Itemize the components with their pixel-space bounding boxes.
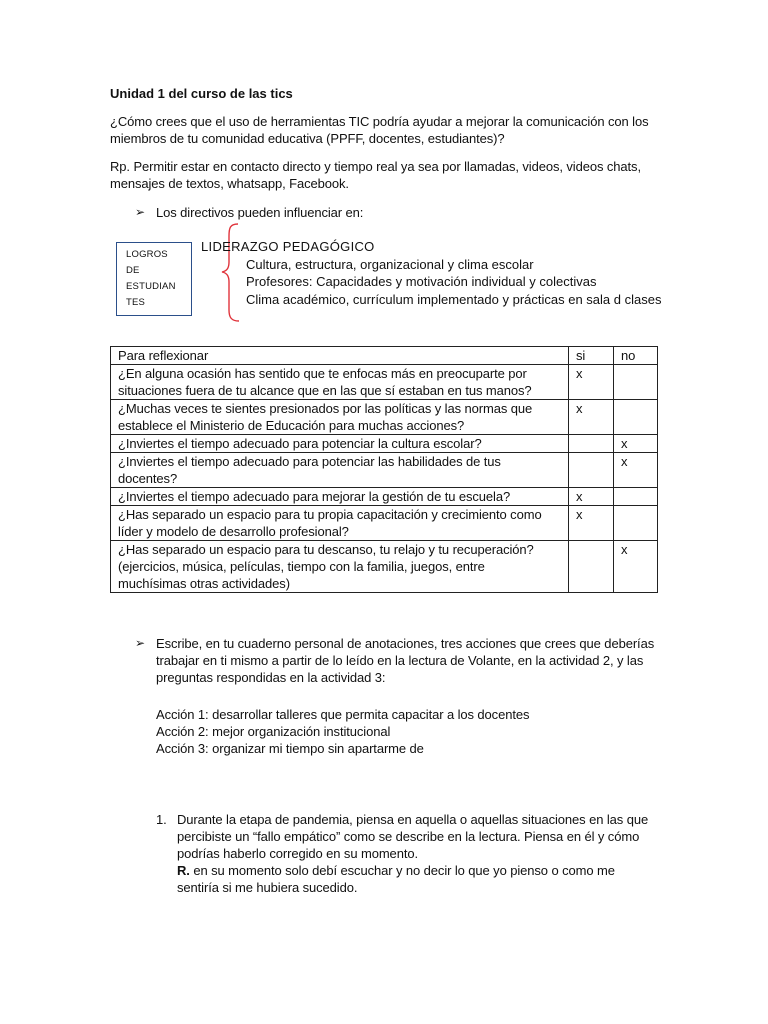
question-cell (111, 453, 569, 488)
si-cell: x (569, 400, 614, 435)
numbered-text (177, 811, 677, 896)
accion-item: Acción 1: desarrollar talleres que permita capacitar a los docentes (156, 707, 530, 722)
answer-line: Rp. Permitir estar en contacto directo y tiempo real ya sea por llamadas, videos, videos chats, (110, 159, 641, 174)
cell-line: ¿Has separado un espacio para tu descanso, tu relajo y tu recuperación? (118, 542, 534, 557)
table-row (111, 506, 658, 541)
no-cell (614, 506, 658, 541)
cell-line: ¿Inviertes el tiempo adecuado para potenciar las habilidades de tus (118, 454, 501, 469)
numbered-answer-line: sentiría si me hubiera sucedido. (177, 880, 358, 895)
numbered-line: Durante la etapa de pandemia, piensa en aquella o aquellas situaciones en las que (177, 812, 649, 827)
cell-line: ¿Muchas veces te sientes presionados por las políticas y las normas que (118, 401, 533, 416)
si-cell: x (569, 365, 614, 400)
table-row (111, 453, 658, 488)
answer-paragraph (110, 158, 670, 192)
liderazgo-item: Cultura, estructura, organizacional y clima escolar (246, 257, 534, 272)
question-cell (111, 541, 569, 593)
reflection-table (110, 346, 658, 593)
cell-line: (ejercicios, música, películas, tiempo con la familia, juegos, entre (118, 559, 485, 574)
cell-line: situaciones fuera de tu alcance que en las que sí estaban en tus manos? (118, 383, 532, 398)
document-title: Unidad 1 del curso de las tics (110, 86, 293, 101)
liderazgo-item: Profesores: Capacidades y motivación individual y colectivas (246, 274, 597, 289)
cell-line: establece el Ministerio de Educación para muchas acciones? (118, 418, 465, 433)
cell-line: muchísimas otras actividades) (118, 576, 290, 591)
cell-line: ¿Has separado un espacio para tu propia capacitación y crecimiento como (118, 507, 542, 522)
cell-line: ¿Inviertes el tiempo adecuado para potenciar la cultura escolar? (118, 436, 482, 451)
acciones-list (156, 706, 529, 757)
numbered-line: percibiste un “fallo empático” como se describe en la lectura. Piensa en él y cómo (177, 829, 640, 844)
si-cell: x (569, 488, 614, 506)
table-row (111, 365, 658, 400)
si-cell (569, 541, 614, 593)
si-cell (569, 453, 614, 488)
cell-line: ¿Inviertes el tiempo adecuado para mejorar la gestión de tu escuela? (118, 489, 511, 504)
accion-item: Acción 3: organizar mi tiempo sin apartarme de (156, 741, 424, 756)
question-cell (111, 488, 569, 506)
table-row (111, 435, 658, 453)
table-row (111, 488, 658, 506)
liderazgo-heading: LIDERAZGO PEDAGÓGICO (201, 239, 375, 254)
curly-brace-icon (220, 222, 250, 324)
question-line: ¿Cómo crees que el uso de herramientas TIC podría ayudar a mejorar la comunicación con los (110, 114, 649, 129)
escribe-line: Escribe, en tu cuaderno personal de anotaciones, tres acciones que crees que deberías (156, 636, 655, 651)
table-row (111, 400, 658, 435)
escribe-text (156, 635, 676, 686)
cell-line: ¿En alguna ocasión has sentido que te enfocas más en preocuparte por (118, 366, 527, 381)
no-cell: x (614, 453, 658, 488)
item-number: 1. (156, 812, 167, 827)
answer-line: mensajes de textos, whatsapp, Facebook. (110, 176, 349, 191)
no-cell: x (614, 435, 658, 453)
no-cell (614, 365, 658, 400)
accion-item: Acción 2: mejor organización institucional (156, 724, 391, 739)
liderazgo-item: Clima académico, currículum implementado y prácticas en sala d clases (246, 292, 662, 307)
escribe-line: trabajar en ti mismo a partir de lo leído en la lectura de Volante, en la actividad 2, y las (156, 653, 644, 668)
si-cell (569, 435, 614, 453)
cell-line: líder y modelo de desarrollo profesional? (118, 524, 349, 539)
answer-label: R. (177, 863, 190, 878)
table-header-row (111, 347, 658, 365)
answer-text: en su momento solo debí escuchar y no decir lo que yo pienso o como me (189, 863, 615, 878)
logros-label: LOGROS DE ESTUDIAN TES (126, 249, 176, 308)
header-cell: si (569, 347, 614, 365)
question-line: miembros de tu comunidad educativa (PPFF, docentes, estudiantes)? (110, 131, 505, 146)
header-cell: no (614, 347, 658, 365)
question-cell (111, 365, 569, 400)
question-paragraph (110, 113, 670, 147)
no-cell (614, 400, 658, 435)
si-cell: x (569, 506, 614, 541)
directivos-text: Los directivos pueden influenciar en: (156, 205, 364, 220)
no-cell (614, 488, 658, 506)
logros-box (116, 242, 192, 316)
arrow-bullet-icon: ➢ (135, 205, 145, 219)
table-row (111, 541, 658, 593)
no-cell: x (614, 541, 658, 593)
escribe-line: preguntas respondidas en la actividad 3: (156, 670, 386, 685)
arrow-bullet-icon: ➢ (135, 636, 145, 650)
numbered-line: podrías haberlo corregido en su momento. (177, 846, 418, 861)
header-cell: Para reflexionar (111, 347, 569, 365)
question-cell (111, 506, 569, 541)
numbered-answer-line (177, 862, 677, 879)
cell-line: docentes? (118, 471, 178, 486)
question-cell (111, 435, 569, 453)
question-cell (111, 400, 569, 435)
